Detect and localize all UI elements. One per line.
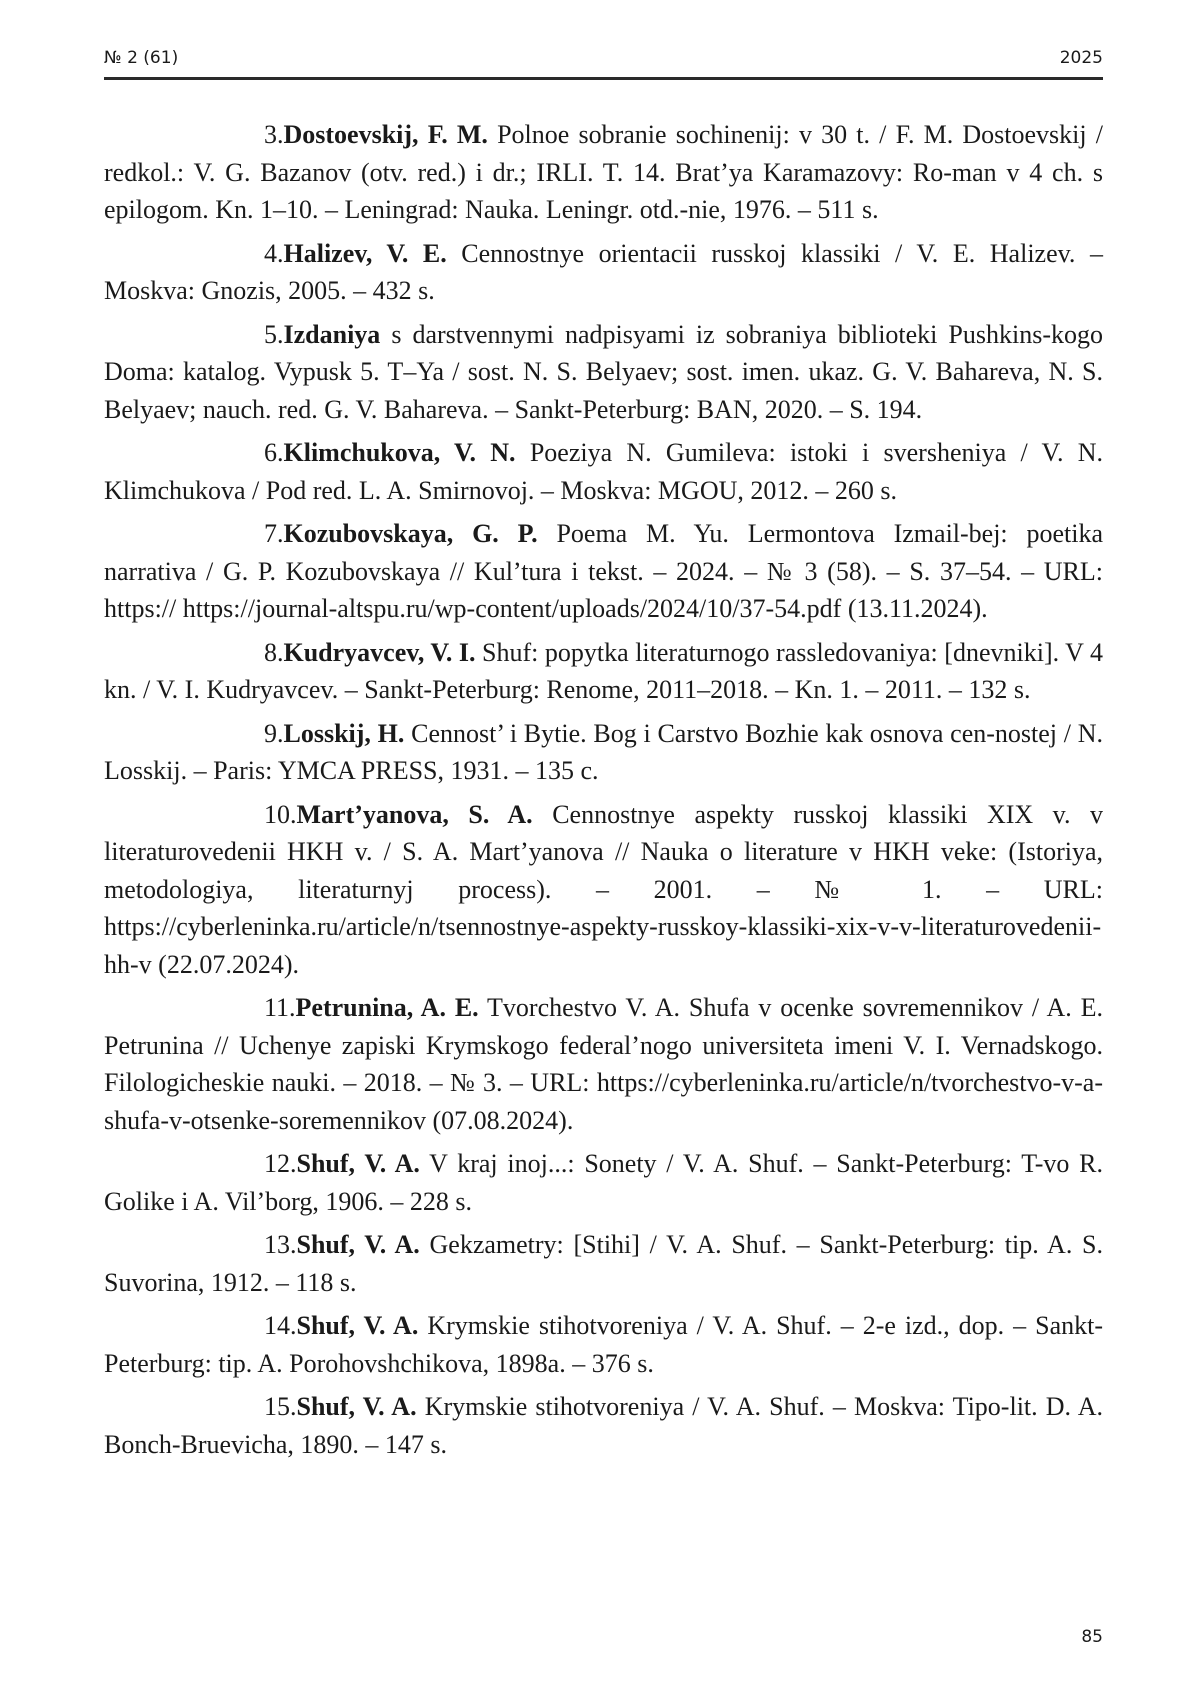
- reference-text: Shuf: popytka literaturnogo rassledovaniya: [dnevniki]. V 4 kn. / V. I. Kudryavcev. – Sankt-Peterburg: Renome, 2011–2018. – Kn. 1. – 2011. – 132 s.: [104, 637, 1104, 704]
- reference-item: [104, 316, 1103, 429]
- reference-author: Izdaniya: [283, 319, 381, 349]
- reference-number: 13.: [264, 1230, 297, 1259]
- reference-number: 4.: [264, 238, 284, 268]
- reference-author: Losskij, H.: [283, 718, 405, 748]
- issue-number: № 2 (61): [104, 48, 179, 68]
- reference-text: Cennostnye orientacii russkoj klassiki / V. E. Halizev. – Moskva: Gnozis, 2005. – 432 s.: [104, 238, 1103, 305]
- reference-text: Krymskie stihotvoreniya / V. A. Shuf. – Moskva: Tipo-lit. D. A. Bonch-Bruevicha, 1890. – 147 s.: [104, 1392, 1103, 1459]
- running-header: [104, 48, 1103, 74]
- reference-list: [104, 116, 1103, 1469]
- reference-text: V kraj inoj...: Sonety / V. A. Shuf. – Sankt-Peterburg: T-vo R. Golike i A. Vil’borg, 1906. – 228 s.: [104, 1149, 1103, 1216]
- reference-author: Dostoevskij, F. M.: [283, 120, 488, 149]
- reference-item: [104, 116, 1103, 229]
- reference-item: [104, 1307, 1103, 1382]
- reference-number: 14.: [264, 1311, 297, 1340]
- reference-number: 11.: [264, 993, 296, 1022]
- reference-number: 9.: [264, 718, 284, 748]
- reference-item: [104, 434, 1103, 509]
- reference-item: [104, 1388, 1103, 1463]
- reference-author: Shuf, V. A.: [296, 1149, 420, 1178]
- reference-text: Cennost’ i Bytie. Bog i Carstvo Bozhie kak osnova cen-nostej / N. Losskij. – Paris: YMCA PRESS, 1931. – 135 c.: [104, 718, 1103, 785]
- reference-number: 6.: [264, 438, 284, 467]
- reference-item: [104, 1226, 1103, 1301]
- reference-number: 5.: [264, 319, 284, 349]
- reference-item: [104, 634, 1103, 709]
- reference-text: Gekzametry: [Stihi] / V. A. Shuf. – Sankt-Peterburg: tip. A. S. Suvorina, 1912. – 118 s.: [104, 1230, 1103, 1297]
- header-divider: [104, 77, 1103, 80]
- page-number: 85: [1081, 1627, 1103, 1647]
- reference-text: Krymskie stihotvoreniya / V. A. Shuf. – 2-e izd., dop. – Sankt-Peterburg: tip. A. Porohovshchikova, 1898a. – 376 s.: [104, 1311, 1104, 1378]
- reference-author: Shuf, V. A.: [296, 1230, 420, 1259]
- reference-author: Kozubovskaya, G. P.: [283, 519, 538, 548]
- reference-number: 3.: [264, 120, 284, 149]
- reference-text: Tvorchestvo V. A. Shufa v ocenke sovremennikov / A. E. Petrunina // Uchenye zapiski Krymskogo federal’nogo universiteta imeni V. I. Vernadskogo. Filologicheskie nauki. – 2018. – № 3. – URL: https://cyberleninka.ru/article/n/tvorchestvo-v-a-shufa-v-otsenke-soremennikov (07.08.2024).: [104, 993, 1103, 1135]
- reference-item: [104, 715, 1103, 790]
- reference-number: 7.: [264, 519, 284, 548]
- reference-text: Polnoe sobranie sochinenij: v 30 t. / F. M. Dostoevskij / redkol.: V. G. Bazanov (otv. red.) i dr.; IRLI. T. 14. Brat’ya Karamazovy: Ro-man v 4 ch. s epilogom. Kn. 1–10. – Leningrad: Nauka. Leningr. otd.-nie, 1976. – 511 s.: [104, 120, 1104, 224]
- reference-text: Cennostnye aspekty russkoj klassiki XIX v. v literaturovedenii HKH v. / S. A. Mart’yanova // Nauka o literature v HKH veke: (Istoriya, metodologiya, literaturnyj process). – 2001. – № 1. – URL: https://cyberleninka.ru/article/n/tsennostnye-aspekty-russkoy-klassiki-xix-v-v-literaturovedenii-hh-v (22.07.2024).: [104, 799, 1103, 979]
- reference-number: 12.: [264, 1149, 297, 1178]
- reference-author: Klimchukova, V. N.: [283, 438, 516, 467]
- reference-number: 8.: [264, 637, 284, 667]
- reference-item: [104, 235, 1103, 310]
- reference-author: Shuf, V. A.: [296, 1311, 419, 1340]
- publication-year: 2025: [1059, 48, 1103, 68]
- reference-author: Shuf, V. A.: [296, 1392, 417, 1421]
- reference-author: Kudryavcev, V. I.: [283, 637, 476, 667]
- reference-number: 10.: [264, 799, 297, 829]
- reference-item: [104, 515, 1103, 628]
- reference-item: [104, 989, 1103, 1139]
- reference-author: Halizev, V. E.: [283, 238, 447, 268]
- reference-item: [104, 1145, 1103, 1220]
- reference-author: Petrunina, A. E.: [295, 993, 479, 1022]
- reference-text: s darstvennymi nadpisyami iz sobraniya biblioteki Pushkins-kogo Doma: katalog. Vypusk 5. T–Ya / sost. N. S. Belyaev; sost. imen. ukaz. G. V. Bahareva, N. S. Belyaev; nauch. red. G. V. Bahareva. – Sankt-Peterburg: BAN, 2020. – S. 194.: [104, 319, 1103, 424]
- reference-text: Poeziya N. Gumileva: istoki i sversheniya / V. N. Klimchukova / Pod red. L. A. Smirnovoj. – Moskva: MGOU, 2012. – 260 s.: [104, 438, 1104, 505]
- reference-item: [104, 796, 1103, 984]
- reference-text: Poema M. Yu. Lermontova Izmail-bej: poetika narrativa / G. P. Kozubovskaya // Kul’tura i tekst. – 2024. – № 3 (58). – S. 37–54. – URL: https:// https://journal-altspu.ru/wp-content/uploads/2024/10/37-54.pdf (13.11.2024).: [104, 519, 1104, 623]
- reference-author: Mart’yanova, S. A.: [296, 799, 533, 829]
- reference-number: 15.: [264, 1392, 297, 1421]
